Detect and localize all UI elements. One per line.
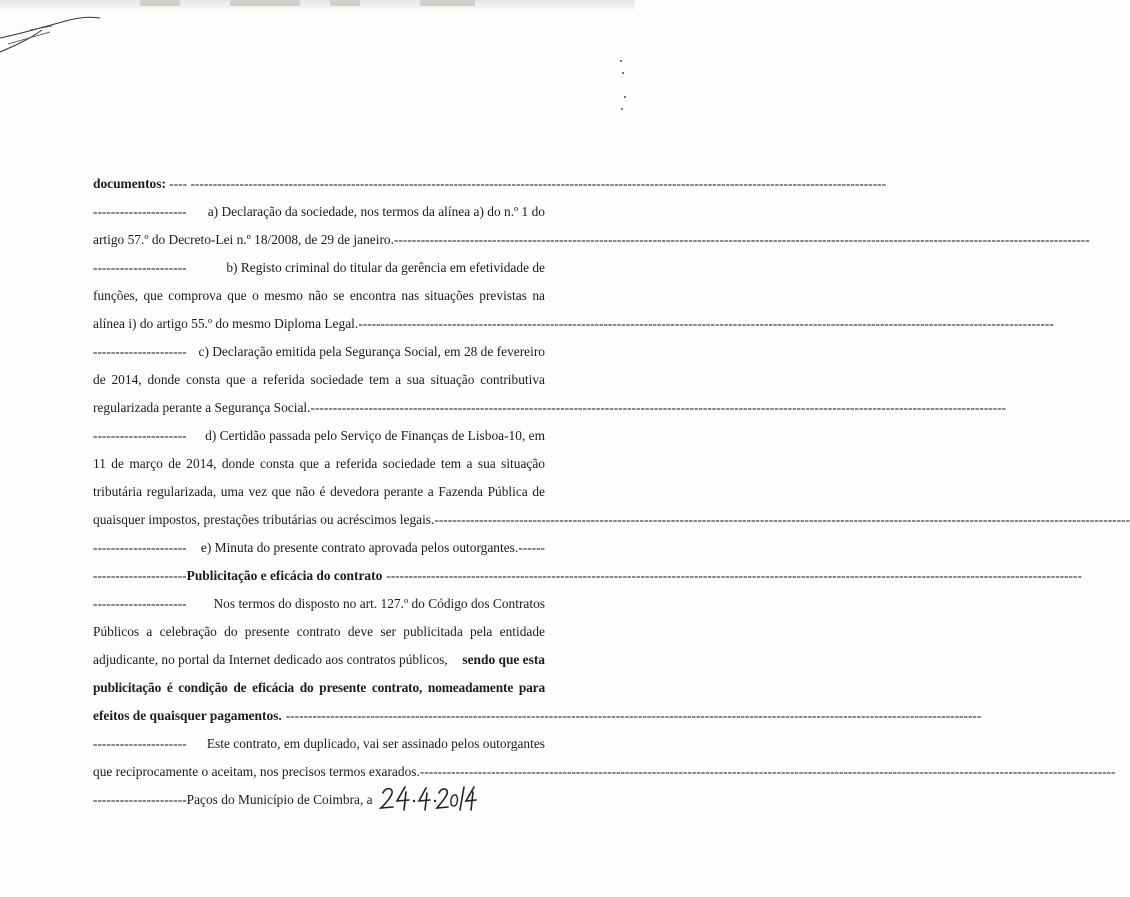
doc-line-16	[93, 590, 545, 618]
paragraph-text: Este contrato, em duplicado, vai ser assinado pelos outorgantes	[206, 736, 545, 751]
doc-line-21	[93, 730, 545, 758]
doc-line-11	[93, 450, 545, 478]
doc-line-6	[93, 310, 1054, 338]
paragraph-text: Públicos a celebração do presente contrato deve ser publicitada pela entidade	[93, 624, 545, 639]
paragraph-text: que reciprocamente o aceitam, nos precisos termos exarados.	[93, 764, 420, 779]
paragraph-text: de 2014, donde consta que a referida sociedade tem a sua situação contributiva	[93, 372, 545, 387]
handwritten-date	[379, 783, 477, 813]
line-dash-fill: ------------------------------------------------------------------------------------------------------------------------------------------------------------	[419, 764, 1116, 779]
paragraph-bold-text: publicitação é condição de eficácia do presente contrato, nomeadamente para	[93, 680, 545, 695]
lead-dashes: ---------------------	[93, 428, 187, 443]
paragraph-text: regularizada perante a Segurança Social.	[93, 400, 311, 415]
line-dash-fill: ------------------------------------------------------------------------------------------------------------------------------------------------------------	[358, 316, 1054, 331]
paragraph-bold-text: efeitos de quaisquer pagamentos.	[93, 708, 282, 723]
paragraph-text: Nos termos do disposto no art. 127.º do Código dos Contratos	[213, 596, 545, 611]
doc-line-4	[93, 254, 545, 282]
signature-stroke	[0, 0, 120, 70]
paragraph-text: tributária regularizada, uma vez que não é devedora perante a Fazenda Pública de	[93, 484, 545, 499]
lead-dashes: ---------------------	[93, 596, 187, 611]
doc-line-23	[93, 786, 545, 814]
paragraph-text: 11 de março de 2014, donde consta que a referida sociedade tem a sua situação	[93, 456, 545, 471]
lead-dashes: ---------------------	[93, 568, 187, 583]
paragraph-text: d) Certidão passada pelo Serviço de Finanças de Lisboa-10, em	[205, 428, 545, 443]
doc-line-18	[93, 646, 545, 674]
paragraph-text: Paços do Município de Coimbra, a	[186, 792, 376, 807]
line-dash-fill: ------------------------------------------------------------------------------------------------------------------------------------------------------------	[434, 512, 1130, 527]
paragraph-text: b) Registo criminal do titular da gerência em efetividade de	[226, 260, 545, 275]
doc-line-10	[93, 422, 545, 450]
lead-dashes: ---------------------	[93, 540, 187, 555]
doc-line-12	[93, 478, 545, 506]
doc-line-1	[93, 170, 887, 198]
doc-line-17	[93, 618, 545, 646]
paragraph-text: c) Declaração emitida pela Segurança Social, em 28 de fevereiro	[198, 344, 545, 359]
doc-line-19	[93, 674, 545, 702]
line-dashes: ----	[165, 176, 191, 191]
paragraph-text: funções, que comprova que o mesmo não se encontra nas situações previstas na	[93, 288, 545, 303]
doc-line-14	[93, 534, 545, 562]
doc-line-15	[93, 562, 1082, 590]
paragraph-text: adjudicante, no portal da Internet dedicado aos contratos públicos,	[93, 652, 452, 667]
paragraph-bold-text: sendo que esta	[462, 652, 545, 667]
line-dash-fill: ------------------------------------------------------------------------------------------------------------------------------------------------------------	[393, 232, 1090, 247]
doc-line-3	[93, 226, 1090, 254]
paragraph-text: a) Declaração da sociedade, nos termos da alínea a) do n.º 1 do	[207, 204, 545, 219]
section-heading: Publicitação e eficácia do contrato	[186, 568, 383, 583]
doc-line-22	[93, 758, 1116, 786]
margin-marks	[618, 60, 628, 120]
paragraph-text: e) Minuta do presente contrato aprovada pelos outorgantes.------	[200, 540, 545, 555]
lead-dashes: ---------------------	[93, 260, 187, 275]
line-dash-fill: ------------------------------------------------------------------------------------------------------------------------------------------------------------	[190, 176, 887, 191]
doc-line-5	[93, 282, 545, 310]
doc-line-8	[93, 366, 545, 394]
lead-dashes: ---------------------	[93, 736, 187, 751]
paragraph-text: alínea i) do artigo 55.º do mesmo Diploma Legal.	[93, 316, 359, 331]
doc-line-13	[93, 506, 1130, 534]
paragraph-text: quaisquer impostos, prestações tributárias ou acréscimos legais.	[93, 512, 435, 527]
lead-dashes: ---------------------	[93, 792, 187, 807]
doc-line-20	[93, 702, 982, 730]
lead-dashes: ---------------------	[93, 204, 187, 219]
line-dash-fill: ------------------------------------------------------------------------------------------------------------------------------------------------------------	[386, 568, 1082, 583]
line-dash-fill: ------------------------------------------------------------------------------------------------------------------------------------------------------------	[285, 708, 982, 723]
doc-line-7	[93, 338, 545, 366]
lead-dashes: ---------------------	[93, 344, 187, 359]
line-dash-fill: ------------------------------------------------------------------------------------------------------------------------------------------------------------	[310, 400, 1007, 415]
doc-line-2	[93, 198, 545, 226]
heading-documentos: documentos:	[93, 176, 166, 191]
paragraph-text: artigo 57.º do Decreto-Lei n.º 18/2008, de 29 de janeiro.	[93, 232, 394, 247]
document-body	[93, 170, 1130, 814]
doc-line-9	[93, 394, 1007, 422]
